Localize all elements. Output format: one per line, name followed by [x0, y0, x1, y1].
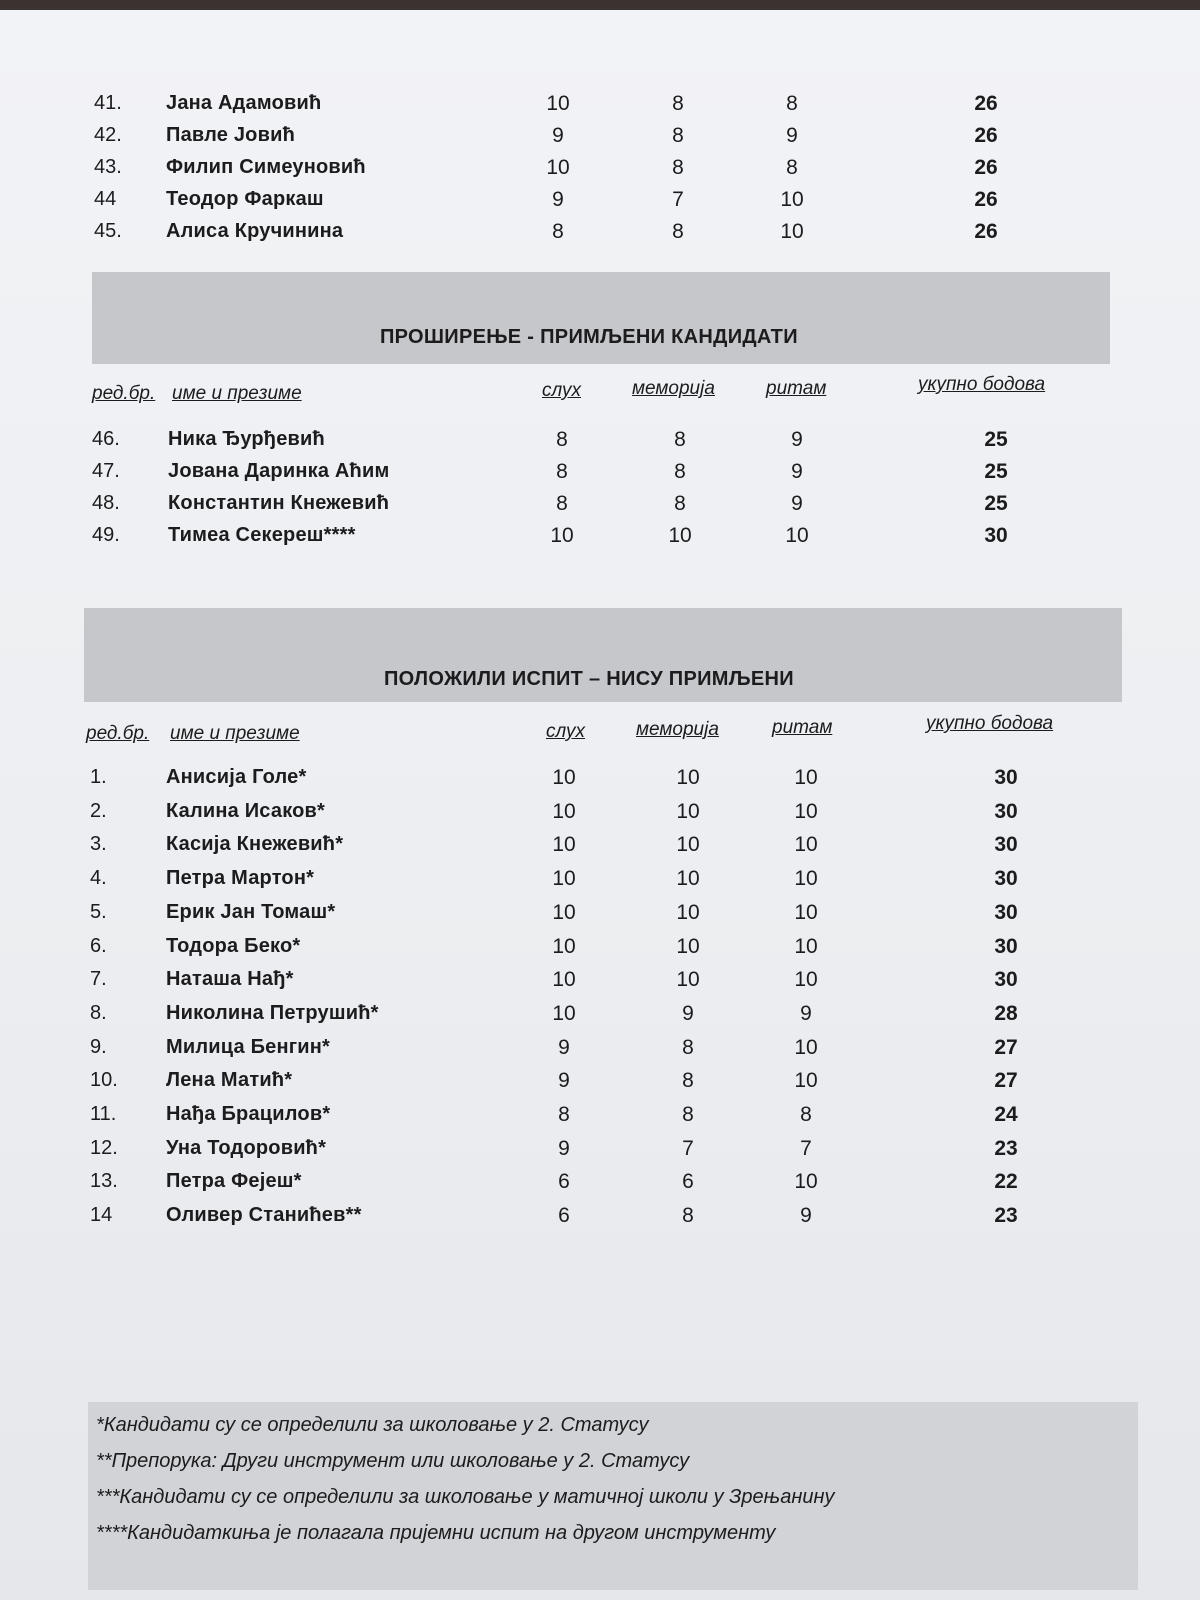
score-memorija: 8	[674, 492, 686, 515]
score-ritam: 8	[800, 1103, 812, 1126]
score-ritam: 10	[794, 1170, 818, 1194]
candidate-name: Анисија Голе*	[166, 766, 307, 788]
score-sluh: 9	[558, 1035, 570, 1059]
score-sluh: 9	[558, 1069, 570, 1093]
score-sluh: 10	[552, 766, 576, 789]
score-ritam: 9	[800, 1204, 812, 1228]
score-sluh: 8	[556, 492, 568, 515]
score-sluh: 9	[552, 188, 564, 211]
score-memorija: 8	[682, 1204, 694, 1228]
score-sluh: 10	[546, 156, 570, 179]
candidate-name: Јана Адамовић	[166, 92, 322, 114]
score-memorija: 10	[676, 968, 700, 992]
score-total: 30	[984, 524, 1008, 547]
row-number: 44	[94, 188, 117, 210]
row-number: 49.	[92, 524, 120, 546]
table-row	[0, 92, 1200, 122]
score-sluh: 10	[552, 833, 576, 857]
score-memorija: 8	[682, 1069, 694, 1093]
table-row	[0, 766, 1200, 796]
candidate-name: Филип Симеуновић	[166, 156, 366, 178]
row-number: 13.	[90, 1170, 118, 1193]
score-sluh: 8	[552, 220, 564, 243]
score-sluh: 8	[556, 428, 568, 451]
candidate-name: Касија Кнежевић*	[166, 833, 344, 856]
header-ime: име и презиме	[170, 723, 300, 744]
score-memorija: 6	[682, 1170, 694, 1194]
table-row	[0, 901, 1200, 931]
candidate-name: Теодор Фаркаш	[166, 188, 324, 210]
score-sluh: 10	[552, 799, 576, 823]
score-ritam: 10	[785, 524, 809, 547]
table-row	[0, 1002, 1200, 1032]
score-ritam: 9	[791, 492, 803, 515]
score-ritam: 10	[794, 1069, 818, 1093]
score-sluh: 10	[546, 92, 570, 115]
row-number: 5.	[90, 900, 107, 923]
header-sluh: слух	[546, 721, 586, 742]
score-memorija: 8	[672, 156, 684, 179]
score-memorija: 8	[672, 124, 684, 147]
candidate-name: Наташа Нађ*	[166, 968, 294, 991]
candidate-name: Тодора Беко*	[166, 934, 301, 957]
row-number: 4.	[90, 867, 107, 890]
score-sluh: 8	[556, 460, 568, 483]
score-sluh: 9	[558, 1136, 570, 1160]
candidate-name: Ника Ђурђевић	[168, 428, 325, 450]
row-number: 12.	[90, 1136, 118, 1159]
score-total: 30	[994, 766, 1018, 789]
score-memorija: 10	[676, 900, 700, 924]
header-ukupno: укупно бодова	[918, 374, 1046, 395]
table-row	[0, 1204, 1200, 1234]
candidate-name: Оливер Станићев**	[166, 1204, 362, 1227]
candidate-name: Нађа Брацилов*	[166, 1103, 331, 1125]
score-sluh: 6	[558, 1170, 570, 1194]
table-row	[0, 428, 1200, 458]
candidate-name: Павле Јовић	[166, 124, 295, 146]
score-total: 24	[994, 1103, 1018, 1126]
table-row	[0, 1137, 1200, 1167]
score-total: 30	[994, 968, 1018, 992]
score-total: 30	[994, 900, 1018, 924]
score-ritam: 10	[794, 833, 818, 857]
score-memorija: 10	[676, 867, 700, 891]
header-redbr: ред.бр.	[86, 723, 150, 744]
score-memorija: 8	[682, 1035, 694, 1059]
candidate-name: Николина Петрушић*	[166, 1001, 379, 1024]
row-number: 6.	[90, 934, 107, 957]
score-total: 30	[994, 833, 1018, 857]
row-number: 3.	[90, 833, 107, 856]
score-total: 26	[974, 92, 998, 115]
score-sluh: 10	[552, 867, 576, 891]
row-number: 41.	[94, 92, 122, 114]
header-ritam: ритам	[772, 717, 833, 738]
score-memorija: 8	[674, 428, 686, 451]
table-row	[0, 1036, 1200, 1066]
row-number: 9.	[90, 1035, 107, 1058]
score-ritam: 9	[791, 460, 803, 483]
photo-top-edge	[0, 0, 1200, 10]
row-number: 10.	[90, 1069, 118, 1092]
score-total: 26	[974, 156, 998, 179]
row-number: 43.	[94, 156, 122, 178]
score-ritam: 10	[794, 1035, 818, 1059]
score-ritam: 10	[780, 188, 804, 211]
score-ritam: 10	[794, 934, 818, 958]
section-band-prosirenje	[92, 272, 1110, 364]
table-row	[0, 935, 1200, 965]
score-total: 28	[994, 1001, 1018, 1025]
row-number: 48.	[92, 492, 120, 514]
score-sluh: 10	[550, 524, 574, 547]
score-total: 23	[994, 1136, 1018, 1160]
table-row	[0, 1069, 1200, 1099]
score-total: 25	[984, 460, 1008, 483]
candidate-name: Лена Матић*	[166, 1069, 293, 1092]
score-memorija: 8	[672, 92, 684, 115]
header-ime: име и презиме	[172, 383, 302, 404]
table-row	[0, 1103, 1200, 1133]
score-total: 30	[994, 867, 1018, 891]
row-number: 42.	[94, 124, 122, 146]
table-row	[0, 220, 1200, 250]
section-title-prosirenje: ПРОШИРЕЊЕ - ПРИМЉЕНИ КАНДИДАТИ	[380, 326, 798, 348]
score-total: 26	[974, 220, 998, 243]
header-memorija: меморија	[636, 719, 719, 740]
candidate-name: Калина Исаков*	[166, 799, 326, 822]
footnote-2: **Препорука: Други инструмент или школовање у 2. Статусу	[96, 1450, 690, 1472]
score-total: 26	[974, 188, 998, 211]
score-total: 22	[994, 1170, 1018, 1194]
score-ritam: 8	[786, 92, 798, 115]
candidate-name: Ерик Јан Томаш*	[166, 900, 336, 923]
row-number: 1.	[90, 766, 107, 788]
footnote-3: ***Кандидати су се определили за школовање у матичној школи у Зрењанину	[96, 1486, 835, 1508]
score-memorija: 10	[676, 934, 700, 958]
score-total: 26	[974, 124, 998, 147]
score-total: 23	[994, 1204, 1018, 1228]
score-ritam: 9	[786, 124, 798, 147]
row-number: 46.	[92, 428, 120, 450]
candidate-name: Уна Тодоровић*	[166, 1136, 327, 1159]
score-ritam: 10	[780, 220, 804, 243]
header-ukupno: укупно бодова	[926, 713, 1054, 734]
row-number: 45.	[94, 220, 122, 242]
score-memorija: 7	[682, 1136, 694, 1160]
candidate-name: Петра Мартон*	[166, 867, 315, 890]
score-total: 27	[994, 1035, 1018, 1059]
score-ritam: 10	[794, 766, 818, 789]
score-sluh: 10	[552, 934, 576, 958]
header-sluh: слух	[542, 380, 582, 401]
candidate-name: Константин Кнежевић	[168, 492, 390, 514]
table-row	[0, 968, 1200, 998]
score-ritam: 10	[794, 900, 818, 924]
table-row	[0, 156, 1200, 186]
score-total: 30	[994, 934, 1018, 958]
row-number: 11.	[90, 1103, 117, 1125]
table-row	[0, 800, 1200, 830]
table-row	[0, 124, 1200, 154]
score-ritam: 9	[791, 428, 803, 451]
score-memorija: 8	[674, 460, 686, 483]
row-number: 8.	[90, 1001, 107, 1024]
footnotes-box	[88, 1402, 1138, 1590]
score-sluh: 9	[552, 124, 564, 147]
table-row	[0, 867, 1200, 897]
table-row	[0, 1170, 1200, 1200]
header-memorija: меморија	[632, 378, 715, 399]
candidate-name: Тимеа Секереш****	[168, 524, 356, 546]
score-ritam: 9	[800, 1001, 812, 1025]
score-sluh: 10	[552, 968, 576, 992]
score-memorija: 10	[668, 524, 692, 547]
score-total: 25	[984, 428, 1008, 451]
score-memorija: 10	[676, 766, 700, 789]
candidate-name: Петра Фејеш*	[166, 1170, 302, 1193]
row-number: 2.	[90, 799, 107, 822]
table-row	[0, 188, 1200, 218]
score-ritam: 8	[786, 156, 798, 179]
score-sluh: 8	[558, 1103, 570, 1126]
section-title-polozili: ПОЛОЖИЛИ ИСПИТ – НИСУ ПРИМЉЕНИ	[384, 668, 794, 690]
table-row	[0, 524, 1200, 554]
score-total: 27	[994, 1069, 1018, 1093]
score-total: 30	[994, 799, 1018, 823]
score-memorija: 9	[682, 1001, 694, 1025]
score-ritam: 10	[794, 968, 818, 992]
candidate-name: Јована Даринка Аћим	[168, 460, 390, 482]
score-total: 25	[984, 492, 1008, 515]
table-row	[0, 460, 1200, 490]
row-number: 47.	[92, 460, 120, 482]
footnote-1: *Кандидати су се определили за школовање у 2. Статусу	[96, 1414, 649, 1436]
score-memorija: 7	[672, 188, 684, 211]
header-ritam: ритам	[766, 378, 827, 399]
score-ritam: 10	[794, 867, 818, 891]
table-row	[0, 833, 1200, 863]
header-redbr: ред.бр.	[92, 383, 156, 404]
candidate-name: Алиса Кручинина	[166, 220, 344, 242]
score-ritam: 10	[794, 799, 818, 823]
score-ritam: 7	[800, 1136, 812, 1160]
candidate-name: Милица Бенгин*	[166, 1035, 331, 1058]
footnote-4: ****Кандидаткиња је полагала пријемни испит на другом инструменту	[96, 1522, 776, 1544]
score-memorija: 10	[676, 799, 700, 823]
score-sluh: 10	[552, 1001, 576, 1025]
score-sluh: 10	[552, 900, 576, 924]
score-memorija: 8	[672, 220, 684, 243]
score-sluh: 6	[558, 1204, 570, 1228]
row-number: 7.	[90, 968, 107, 991]
score-memorija: 10	[676, 833, 700, 857]
row-number: 14	[90, 1204, 113, 1227]
score-memorija: 8	[682, 1103, 694, 1126]
table-row	[0, 492, 1200, 522]
